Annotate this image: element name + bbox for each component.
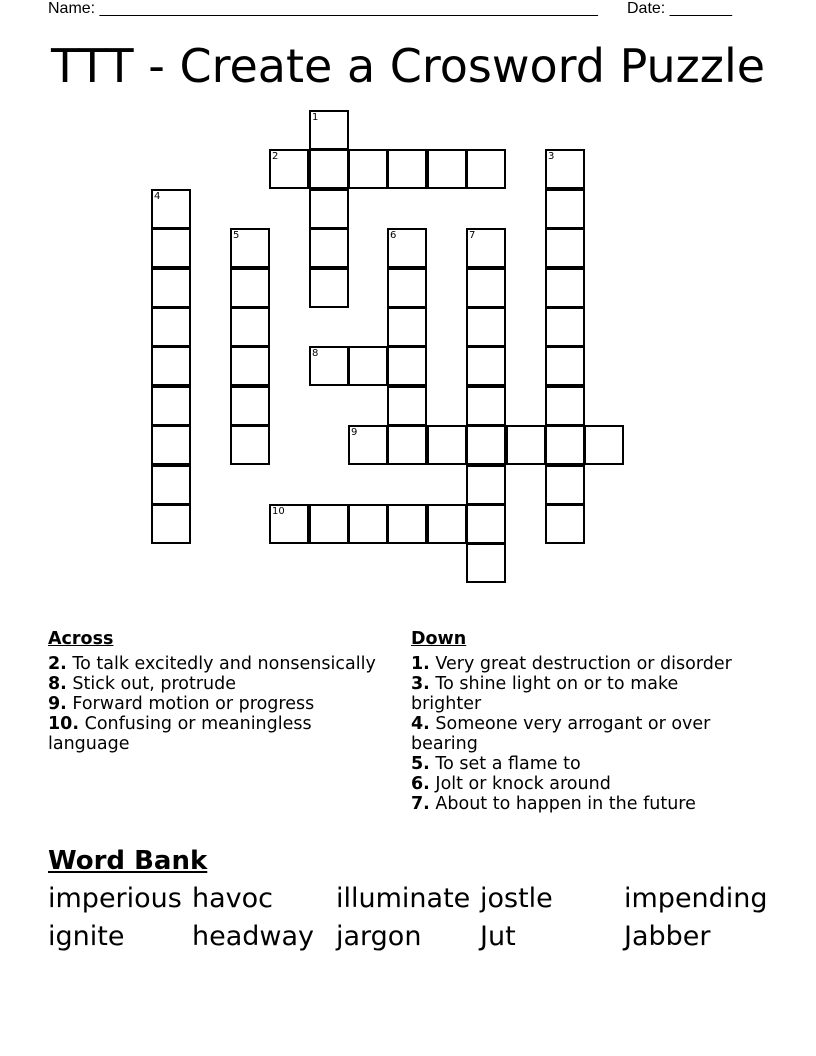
clue-num: 9.: [48, 694, 67, 714]
down-heading: Down: [411, 629, 467, 649]
crossword-cell[interactable]: [230, 228, 270, 268]
crossword-cell[interactable]: [230, 307, 270, 347]
crossword-cell[interactable]: [230, 268, 270, 308]
crossword-cell[interactable]: [309, 228, 349, 268]
crossword-cell[interactable]: [545, 268, 585, 308]
crossword-cell[interactable]: [545, 346, 585, 386]
clue-item: [411, 714, 751, 754]
crossword-cell[interactable]: [151, 504, 191, 544]
crossword-cell[interactable]: [387, 504, 427, 544]
crossword-cell[interactable]: [151, 228, 191, 268]
clue-text: To set a flame to: [435, 754, 581, 774]
crossword-cell[interactable]: [466, 465, 506, 505]
clue-item: [48, 714, 398, 754]
clue-num: 4.: [411, 714, 430, 734]
clue-text: To shine light on or to make brighter: [411, 674, 679, 714]
crossword-cell[interactable]: [230, 346, 270, 386]
crossword-cell[interactable]: [309, 504, 349, 544]
crossword-cell[interactable]: [151, 268, 191, 308]
across-heading: Across: [48, 629, 114, 649]
down-clues: [411, 628, 751, 814]
word-bank-item: impending: [624, 883, 768, 914]
crossword-cell[interactable]: [309, 189, 349, 229]
clue-text: Confusing or meaningless language: [48, 714, 312, 754]
clue-num: 8.: [48, 674, 67, 694]
crossword-cell[interactable]: [151, 425, 191, 465]
crossword-cell[interactable]: [348, 504, 388, 544]
word-bank-item: jostle: [480, 883, 553, 914]
clue-text: Very great destruction or disorder: [435, 654, 732, 674]
crossword-cell[interactable]: [309, 268, 349, 308]
date-field-label: Date: _______: [627, 0, 732, 17]
crossword-cell[interactable]: [466, 504, 506, 544]
clue-number: 10: [272, 506, 285, 517]
clue-item: [411, 754, 751, 774]
clue-number: 2: [272, 151, 279, 162]
crossword-cell[interactable]: [309, 149, 349, 189]
crossword-cell[interactable]: [466, 149, 506, 189]
crossword-cell[interactable]: [427, 425, 467, 465]
crossword-cell[interactable]: [466, 228, 506, 268]
word-bank-item: imperious: [48, 883, 182, 914]
crossword-cell[interactable]: [230, 425, 270, 465]
crossword-cell[interactable]: [348, 346, 388, 386]
clue-text: To talk excitedly and nonsensically: [72, 654, 376, 674]
word-bank-item: ignite: [48, 921, 125, 952]
clue-num: 10.: [48, 714, 80, 734]
clue-text: Forward motion or progress: [72, 694, 315, 714]
clue-item: [48, 674, 398, 694]
crossword-cell[interactable]: [151, 189, 191, 229]
crossword-cell[interactable]: [269, 149, 309, 189]
word-bank-item: jargon: [336, 921, 422, 952]
clue-num: 6.: [411, 774, 430, 794]
crossword-cell[interactable]: [545, 504, 585, 544]
clue-number: 3: [548, 151, 555, 162]
clue-text: Someone very arrogant or over bearing: [411, 714, 711, 754]
crossword-cell[interactable]: [506, 425, 546, 465]
crossword-cell[interactable]: [230, 386, 270, 426]
crossword-cell[interactable]: [545, 307, 585, 347]
clue-num: 3.: [411, 674, 430, 694]
crossword-cell[interactable]: [466, 307, 506, 347]
word-bank-item: havoc: [192, 883, 273, 914]
crossword-cell[interactable]: [427, 504, 467, 544]
clue-number: 9: [351, 427, 358, 438]
crossword-cell[interactable]: [466, 268, 506, 308]
clue-item: [411, 654, 751, 674]
clue-item: [411, 674, 751, 714]
crossword-cell[interactable]: [584, 425, 624, 465]
clue-num: 2.: [48, 654, 67, 674]
crossword-cell[interactable]: [387, 346, 427, 386]
crossword-cell[interactable]: [387, 386, 427, 426]
name-field-label: Name: ________________________________________________________: [48, 0, 598, 17]
page-title: TTT - Create a Crosword Puzzle: [50, 39, 766, 93]
crossword-cell[interactable]: [466, 425, 506, 465]
crossword-cell[interactable]: [466, 346, 506, 386]
word-bank-title: Word Bank: [48, 846, 208, 876]
clue-text: About to happen in the future: [435, 794, 696, 814]
crossword-cell[interactable]: [387, 228, 427, 268]
crossword-cell[interactable]: [387, 307, 427, 347]
word-bank-item: Jut: [480, 921, 516, 952]
crossword-cell[interactable]: [348, 425, 388, 465]
clue-item: [411, 794, 751, 814]
crossword-cell[interactable]: [387, 425, 427, 465]
word-bank-item: Jabber: [624, 921, 711, 952]
clue-number: 5: [233, 230, 240, 241]
crossword-cell[interactable]: [545, 425, 585, 465]
crossword-cell[interactable]: [545, 386, 585, 426]
crossword-cell[interactable]: [466, 386, 506, 426]
crossword-cell[interactable]: [466, 543, 506, 583]
clue-num: 7.: [411, 794, 430, 814]
clue-num: 5.: [411, 754, 430, 774]
crossword-cell[interactable]: [151, 465, 191, 505]
crossword-cell[interactable]: [348, 149, 388, 189]
crossword-cell[interactable]: [309, 346, 349, 386]
clue-number: 7: [469, 230, 476, 241]
crossword-cell[interactable]: [545, 189, 585, 229]
clue-num: 1.: [411, 654, 430, 674]
clue-number: 4: [154, 191, 161, 202]
clue-text: Jolt or knock around: [435, 774, 611, 794]
clue-number: 8: [312, 348, 319, 359]
crossword-cell[interactable]: [151, 346, 191, 386]
crossword-cell[interactable]: [545, 465, 585, 505]
crossword-cell[interactable]: [545, 228, 585, 268]
clue-item: [48, 694, 398, 714]
crossword-cell[interactable]: [387, 149, 427, 189]
crossword-cell[interactable]: [151, 386, 191, 426]
crossword-cell[interactable]: [309, 110, 349, 150]
crossword-cell[interactable]: [269, 504, 309, 544]
clue-item: [411, 774, 751, 794]
crossword-cell[interactable]: [545, 149, 585, 189]
crossword-cell[interactable]: [387, 268, 427, 308]
word-bank-item: headway: [192, 921, 315, 952]
clue-text: Stick out, protrude: [72, 674, 236, 694]
crossword-cell[interactable]: [151, 307, 191, 347]
word-bank-item: illuminate: [336, 883, 471, 914]
across-clues: [48, 628, 398, 754]
crossword-cell[interactable]: [427, 149, 467, 189]
clue-number: 6: [390, 230, 397, 241]
clue-number: 1: [312, 112, 319, 123]
clue-item: [48, 654, 398, 674]
